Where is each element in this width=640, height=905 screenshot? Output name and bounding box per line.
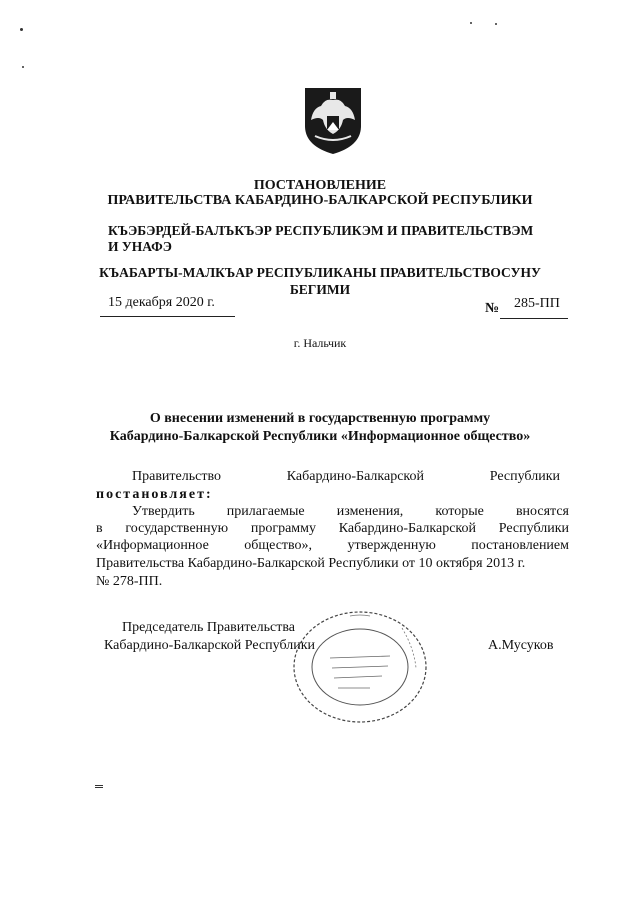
body-word-government: Правительство	[132, 469, 221, 484]
kabardian-title: КЪЭБЭРДЕЙ-БАЛЪКЪЭР РЕСПУБЛИКЭМ И ПРАВИТЕЛЬСТВЭМ И УНАФЭ	[108, 223, 534, 254]
body-line-3: «Информационное общество», утвержденную постановлением	[96, 538, 569, 553]
body-resolves: постановляет:	[96, 487, 213, 502]
body-line-5: № 278-ПП.	[96, 574, 163, 589]
signature-position-line2: Кабардино-Балкарской Республики	[104, 638, 315, 653]
coat-of-arms-emblem	[303, 86, 363, 156]
official-seal-stamp	[290, 608, 430, 726]
document-type-title: ПОСТАНОВЛЕНИЕ	[253, 178, 387, 193]
city-label: г. Нальчик	[293, 336, 347, 350]
body-line-2: в государственную программу Кабардино-Балкарской Республики	[96, 521, 569, 536]
margin-mark	[95, 785, 103, 786]
heading-line1: О внесении изменений в государственную программу	[149, 411, 491, 426]
body-line-government	[132, 468, 560, 485]
government-title: ПРАВИТЕЛЬСТВА КАБАРДИНО-БАЛКАРСКОЙ РЕСПУБЛИКИ	[107, 193, 533, 208]
signature-position-line1: Председатель Правительства	[122, 620, 295, 635]
document-number: 285-ПП	[514, 296, 560, 311]
scan-speck	[20, 28, 23, 31]
scan-speck	[22, 66, 24, 68]
signatory-name: А.Мусуков	[488, 638, 554, 653]
body-word-republic: Республики	[489, 469, 560, 484]
body-line-4: Правительства Кабардино-Балкарской Республики от 10 октября 2013 г.	[96, 556, 526, 571]
body-line-1: Утвердить прилагаемые изменения, которые вносятся	[132, 504, 569, 519]
heading-line2: Кабардино-Балкарской Республики «Информационное общество»	[109, 429, 531, 444]
number-underline	[500, 318, 568, 319]
scan-speck	[470, 22, 472, 24]
balkar-title-line2: БЕГИМИ	[289, 282, 351, 297]
scan-speck	[495, 23, 497, 25]
body-word-kbr: Кабардино-Балкарской	[286, 469, 424, 484]
number-sign: №	[485, 301, 500, 316]
date-underline	[100, 316, 235, 317]
margin-mark	[95, 787, 103, 788]
document-date: 15 декабря 2020 г.	[108, 295, 215, 310]
balkar-title-line1: КЪАБАРТЫ-МАЛКЪАР РЕСПУБЛИКАНЫ ПРАВИТЕЛЬСТВОСУНУ	[99, 265, 541, 280]
